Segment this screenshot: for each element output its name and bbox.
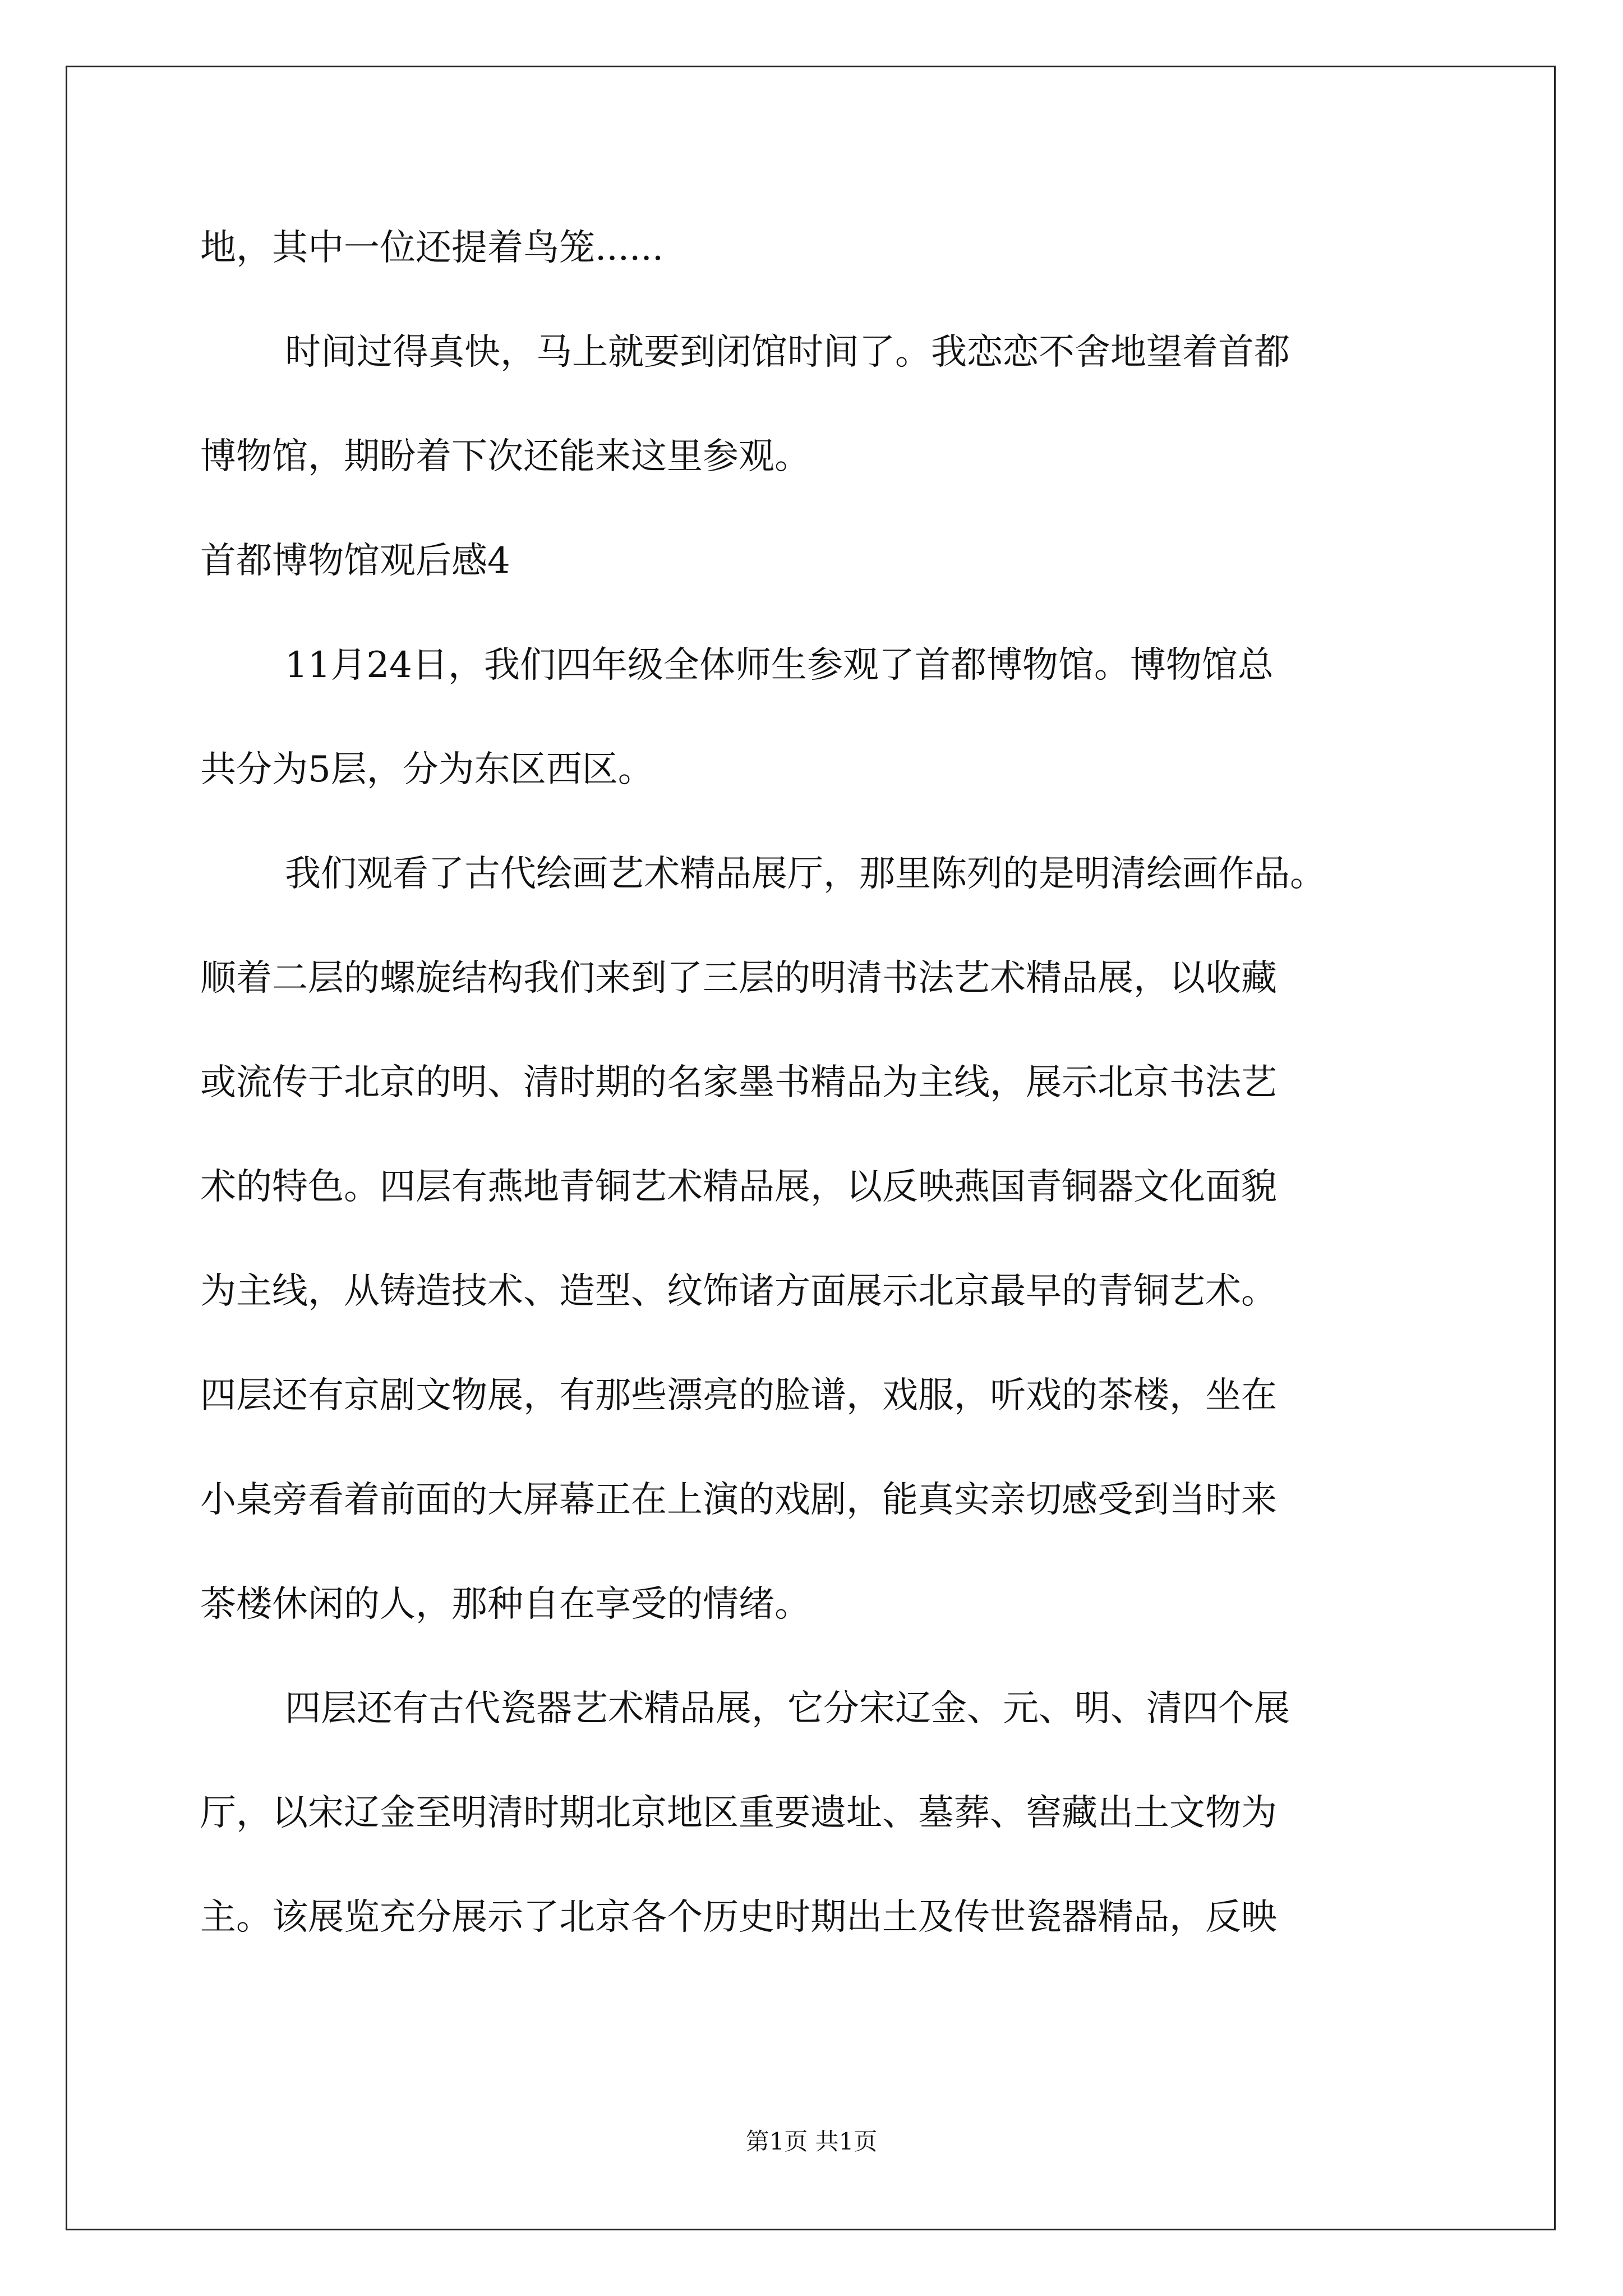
- text-line: 茶楼休闲的人，那种自在享受的情绪。: [200, 1584, 810, 1625]
- text-line: 11月24日，我们四年级全体师生参观了首都博物馆。博物馆总: [285, 645, 1274, 686]
- text-line: 时间过得真快，马上就要到闭馆时间了。我恋恋不舍地望着首都: [285, 332, 1290, 373]
- text-line: 地，其中一位还提着鸟笼......: [200, 227, 664, 269]
- text-line: 博物馆，期盼着下次还能来这里参观。: [200, 436, 810, 477]
- text-line: 或流传于北京的明、清时期的名家墨书精品为主线，展示北京书法艺: [200, 1062, 1277, 1103]
- page-footer: 第1页 共1页: [745, 2128, 878, 2155]
- text-line: 主。该展览充分展示了北京各个历史时期出土及传世瓷器精品，反映: [200, 1897, 1277, 1938]
- text-line: 四层还有古代瓷器艺术精品展，它分宋辽金、元、明、清四个展: [285, 1688, 1290, 1729]
- section-heading: 首都博物馆观后感4: [200, 540, 510, 582]
- text-line: 我们观看了古代绘画艺术精品展厅，那里陈列的是明清绘画作品。: [285, 853, 1326, 895]
- text-line: 顺着二层的螺旋结构我们来到了三层的明清书法艺术精品展，以收藏: [200, 958, 1277, 999]
- text-line: 小桌旁看着前面的大屏幕正在上演的戏剧，能真实亲切感受到当时来: [200, 1479, 1277, 1521]
- text-line: 为主线，从铸造技术、造型、纹饰诸方面展示北京最早的青铜艺术。: [200, 1271, 1277, 1312]
- text-line: 四层还有京剧文物展，有那些漂亮的脸谱，戏服，听戏的茶楼，坐在: [200, 1375, 1277, 1416]
- text-line: 共分为5层，分为东区西区。: [200, 749, 654, 790]
- text-line: 厅，以宋辽金至明清时期北京地区重要遗址、墓葬、窖藏出土文物为: [200, 1792, 1277, 1834]
- text-line: 术的特色。四层有燕地青铜艺术精品展，以反映燕国青铜器文化面貌: [200, 1166, 1277, 1208]
